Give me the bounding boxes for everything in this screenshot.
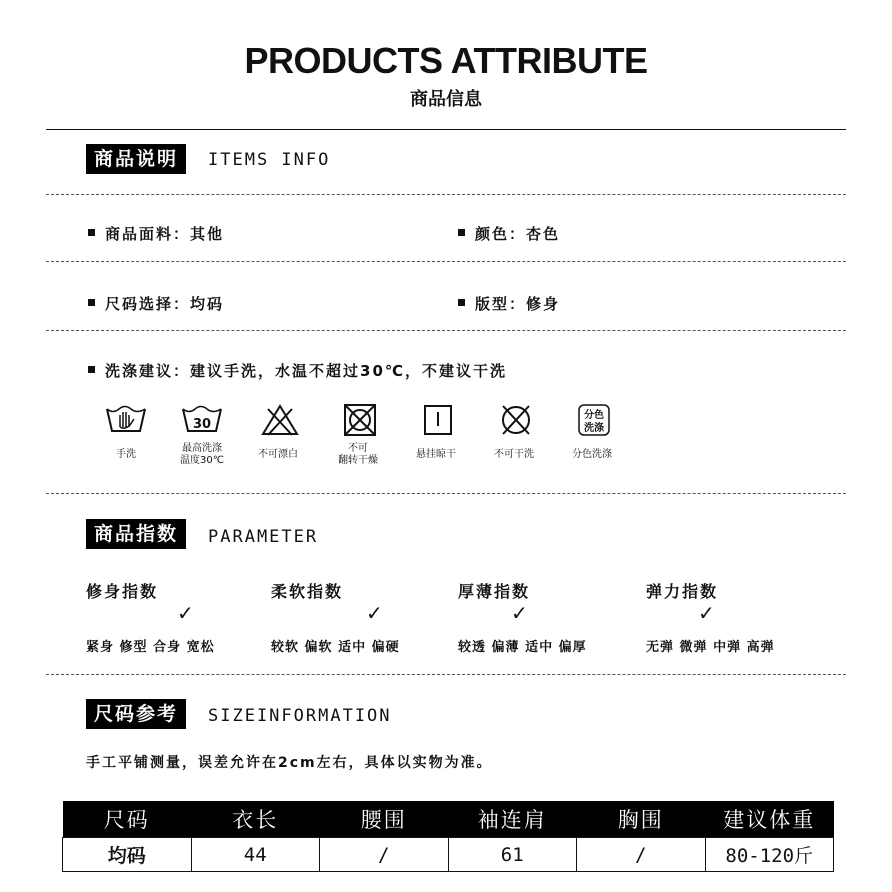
col-waist: 腰围 [320,801,449,838]
items-info-label: 商品说明 [86,144,186,174]
size-item: 尺码选择：均码 [88,293,224,314]
page-title: PRODUCTS ATTRIBUTE [244,40,648,81]
separate-wash-icon [570,403,618,437]
sleeve-cell: 61 [448,838,577,872]
softness-index-check: ✓ [366,601,383,625]
divider [46,493,846,494]
page-subtitle: 商品信息 [410,89,482,110]
hand-wash-label: 手洗 [116,449,136,460]
no-bleach-label: 不可漂白 [258,449,298,460]
length-cell: 44 [191,838,320,872]
items-info-en: ITEMS INFO [208,150,331,170]
wash-30-label: 最高洗涤 温度30℃ [180,443,224,466]
thickness-index-options: 较透 偏薄 适中 偏厚 [458,640,587,655]
fit-index-options: 紧身 修型 合身 宽松 [86,640,215,655]
no-tumble-dry-label: 不可 翻转干燥 [338,443,378,466]
line-dry-label: 悬挂晾干 [416,449,456,460]
items-info-header [86,146,186,172]
no-dry-clean-icon [492,403,540,437]
fabric-item: 商品面料：其他 [88,223,224,244]
elasticity-index-title: 弹力指数 [646,582,719,601]
weight-cell: 80-120斤 [705,838,834,872]
divider [46,330,846,331]
col-chest: 胸围 [577,801,706,838]
col-size: 尺码 [63,801,192,838]
svg-text:分色: 分色 [584,410,604,421]
bullet-icon [88,229,95,236]
col-weight: 建议体重 [705,801,834,838]
fit-item: 版型：修身 [458,293,560,314]
bullet-icon [88,366,95,373]
chest-cell: / [577,838,706,872]
thickness-index-check: ✓ [511,601,528,625]
no-bleach-icon [256,403,304,437]
svg-text:洗涤: 洗涤 [584,423,604,434]
divider [46,674,846,675]
wash-temp-text: 30 [192,417,212,432]
washing-item: 洗涤建议：建议手洗，水温不超过30℃，不建议干洗 [88,360,507,381]
parameter-en: PARAMETER [208,527,319,547]
measurement-note: 手工平铺测量，误差允许在2cm左右，具体以实物为准。 [86,755,493,771]
fit-index-title: 修身指数 [86,582,159,601]
size-info-en: SIZEINFORMATION [208,706,392,726]
thickness-index-title: 厚薄指数 [458,582,531,601]
line-dry-icon [414,403,462,437]
softness-index-title: 柔软指数 [271,582,344,601]
size-table [62,801,834,872]
no-dry-clean-label: 不可干洗 [494,449,534,460]
waist-cell: / [320,838,449,872]
size-info-header [86,701,186,727]
hand-wash-icon [102,403,150,437]
wash-30-icon [178,403,226,437]
bullet-icon [458,299,465,306]
elasticity-index-options: 无弹 微弹 中弹 高弹 [646,640,775,655]
divider [46,194,846,195]
table-row [63,838,834,872]
separate-wash-label: 分色洗涤 [572,449,612,460]
elasticity-index-check: ✓ [698,601,715,625]
size-table-header [63,801,834,838]
fit-index-check: ✓ [177,601,194,625]
size-cell: 均码 [63,838,192,872]
size-info-label: 尺码参考 [86,699,186,729]
no-tumble-dry-icon [336,403,384,437]
bullet-icon [458,229,465,236]
softness-index-options: 较软 偏软 适中 偏硬 [271,640,400,655]
bullet-icon [88,299,95,306]
divider [46,261,846,262]
color-item: 颜色：杏色 [458,223,560,244]
parameter-label: 商品指数 [86,519,186,549]
col-sleeve: 袖连肩 [448,801,577,838]
col-length: 衣长 [191,801,320,838]
parameter-header [86,521,186,547]
title-divider [46,129,846,130]
